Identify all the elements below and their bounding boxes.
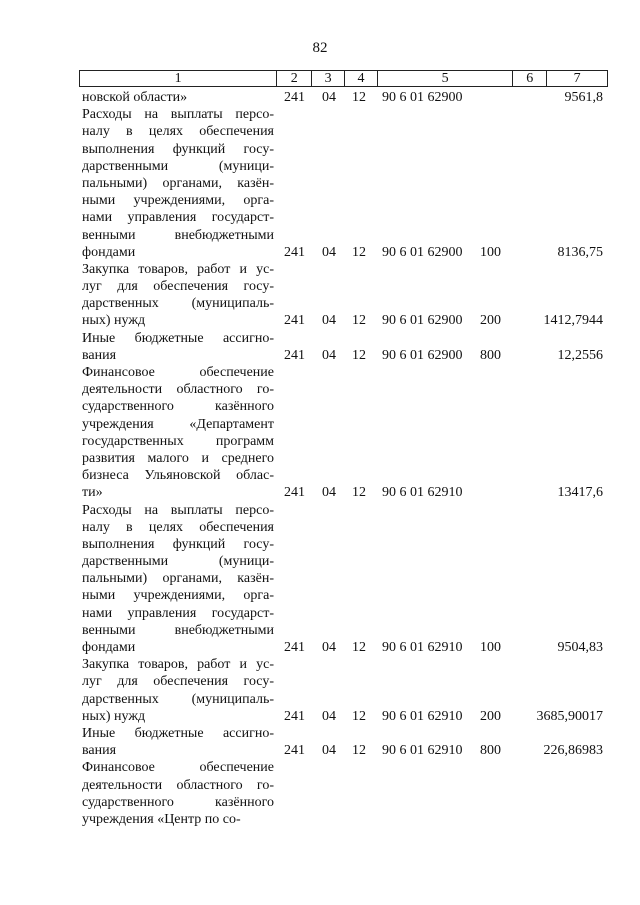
- description-line: сударственного казённого: [82, 399, 274, 415]
- table-row: [0, 330, 640, 364]
- description-line: ти»: [82, 485, 103, 501]
- description-line: развития малого и среднего: [82, 450, 274, 466]
- cell-c7: 9561,8: [564, 90, 603, 105]
- description-line: дарственными (муници-: [82, 158, 274, 174]
- cell-c6: 800: [480, 347, 501, 363]
- cell-c2: 241: [284, 708, 305, 724]
- cell-c4: 12: [352, 743, 366, 759]
- row-description: [82, 502, 274, 657]
- cell-c3: 04: [322, 708, 336, 724]
- description-line: новской области»: [82, 90, 188, 105]
- description-line: нами управления государст-: [82, 605, 274, 621]
- description-line: Финансовое обеспечение: [82, 760, 274, 776]
- cell-c5: 90 6 01 62900: [382, 90, 463, 105]
- description-line: бизнеса Ульяновской облас-: [82, 468, 274, 484]
- cell-c3: 04: [322, 743, 336, 759]
- description-line: вания: [82, 743, 117, 759]
- description-line: дарственных (муниципаль-: [82, 296, 274, 312]
- cell-c2: 241: [284, 347, 305, 363]
- description-line: ных) нужд: [82, 313, 146, 329]
- cell-c4: 12: [352, 640, 366, 655]
- header-col-5: 5: [377, 71, 512, 86]
- header-col-7: 7: [546, 71, 607, 86]
- cell-c2: 241: [284, 743, 305, 759]
- cell-c6: 200: [480, 313, 501, 329]
- table-row: [0, 364, 640, 502]
- description-line: луг для обеспечения госу-: [82, 279, 274, 295]
- description-line: дарственными (муници-: [82, 554, 274, 570]
- cell-c5: 90 6 01 62900: [382, 313, 463, 329]
- description-line: венными внебюджетными: [82, 622, 274, 638]
- table-row: [0, 656, 640, 725]
- description-line: деятельности областного го-: [82, 777, 274, 793]
- description-line: фондами: [82, 640, 136, 655]
- cell-c7: 12,2556: [557, 347, 603, 363]
- description-line: Закупка товаров, работ и ус-: [82, 261, 274, 277]
- cell-c2: 241: [284, 313, 305, 329]
- header-col-3: 3: [311, 71, 344, 86]
- row-description: [82, 364, 274, 502]
- description-line: пальными) органами, казён-: [82, 571, 274, 587]
- table-header: [79, 70, 608, 87]
- table-row: [0, 261, 640, 330]
- cell-c5: 90 6 01 62910: [382, 485, 463, 501]
- description-line: пальными) органами, казён-: [82, 175, 274, 191]
- cell-c7: 13417,6: [557, 485, 603, 501]
- page-number: 82: [312, 40, 328, 56]
- description-line: дарственных (муниципаль-: [82, 691, 274, 707]
- cell-c4: 12: [352, 708, 366, 724]
- cell-c2: 241: [284, 640, 305, 655]
- cell-c6: 800: [480, 743, 501, 759]
- header-col-6: 6: [512, 71, 546, 86]
- cell-c4: 12: [352, 485, 366, 501]
- description-line: Расходы на выплаты персо-: [82, 502, 274, 518]
- cell-c7: 9504,83: [557, 640, 603, 655]
- cell-c2: 241: [284, 485, 305, 501]
- cell-c4: 12: [352, 347, 366, 363]
- description-line: деятельности областного го-: [82, 382, 274, 398]
- cell-c3: 04: [322, 90, 336, 105]
- row-description: [82, 106, 274, 261]
- cell-c5: 90 6 01 62900: [382, 244, 463, 260]
- description-line: Иные бюджетные ассигно-: [82, 725, 274, 741]
- cell-c6: 100: [480, 244, 501, 260]
- cell-c4: 12: [352, 90, 366, 105]
- cell-c6: 100: [480, 640, 501, 655]
- description-line: вания: [82, 347, 117, 363]
- description-line: ными учреждениями, орга-: [82, 193, 274, 209]
- description-line: учреждения «Департамент: [82, 416, 274, 432]
- cell-c4: 12: [352, 313, 366, 329]
- description-line: фондами: [82, 244, 136, 260]
- description-line: налу в целях обеспечения: [82, 124, 274, 140]
- description-line: учреждения «Центр по со-: [82, 811, 241, 827]
- description-line: ными учреждениями, орга-: [82, 588, 274, 604]
- description-line: сударственного казённого: [82, 794, 274, 810]
- table-row: [0, 106, 640, 261]
- table-row: [0, 759, 640, 828]
- description-line: налу в целях обеспечения: [82, 519, 274, 535]
- description-line: ных) нужд: [82, 708, 146, 724]
- cell-c2: 241: [284, 90, 305, 105]
- description-line: Расходы на выплаты персо-: [82, 107, 274, 123]
- cell-c7: 3685,90017: [536, 708, 603, 724]
- cell-c3: 04: [322, 313, 336, 329]
- header-col-1: 1: [174, 71, 182, 86]
- description-line: Закупка товаров, работ и ус-: [82, 657, 274, 673]
- cell-c2: 241: [284, 244, 305, 260]
- cell-c5: 90 6 01 62910: [382, 708, 463, 724]
- cell-c3: 04: [322, 347, 336, 363]
- table-body: [0, 89, 640, 828]
- description-line: государственных программ: [82, 433, 274, 449]
- description-line: Иные бюджетные ассигно-: [82, 330, 274, 346]
- cell-c4: 12: [352, 244, 366, 260]
- header-col-2: 2: [276, 71, 311, 86]
- description-line: выполнения функций госу-: [82, 141, 274, 157]
- cell-c3: 04: [322, 244, 336, 260]
- cell-c7: 8136,75: [557, 244, 603, 260]
- cell-c6: 200: [480, 708, 501, 724]
- cell-c7: 226,86983: [543, 743, 603, 759]
- table-row: [0, 89, 640, 106]
- cell-c3: 04: [322, 485, 336, 501]
- description-line: Финансовое обеспечение: [82, 365, 274, 380]
- cell-c5: 90 6 01 62910: [382, 743, 463, 759]
- cell-c5: 90 6 01 62900: [382, 347, 463, 363]
- cell-c5: 90 6 01 62910: [382, 640, 463, 655]
- header-col-4: 4: [344, 71, 377, 86]
- description-line: выполнения функций госу-: [82, 536, 274, 552]
- table-row: [0, 502, 640, 657]
- cell-c3: 04: [322, 640, 336, 655]
- cell-c7: 1412,7944: [543, 313, 603, 329]
- description-line: нами управления государст-: [82, 210, 274, 226]
- description-line: луг для обеспечения госу-: [82, 674, 274, 690]
- description-line: венными внебюджетными: [82, 227, 274, 243]
- table-row: [0, 725, 640, 759]
